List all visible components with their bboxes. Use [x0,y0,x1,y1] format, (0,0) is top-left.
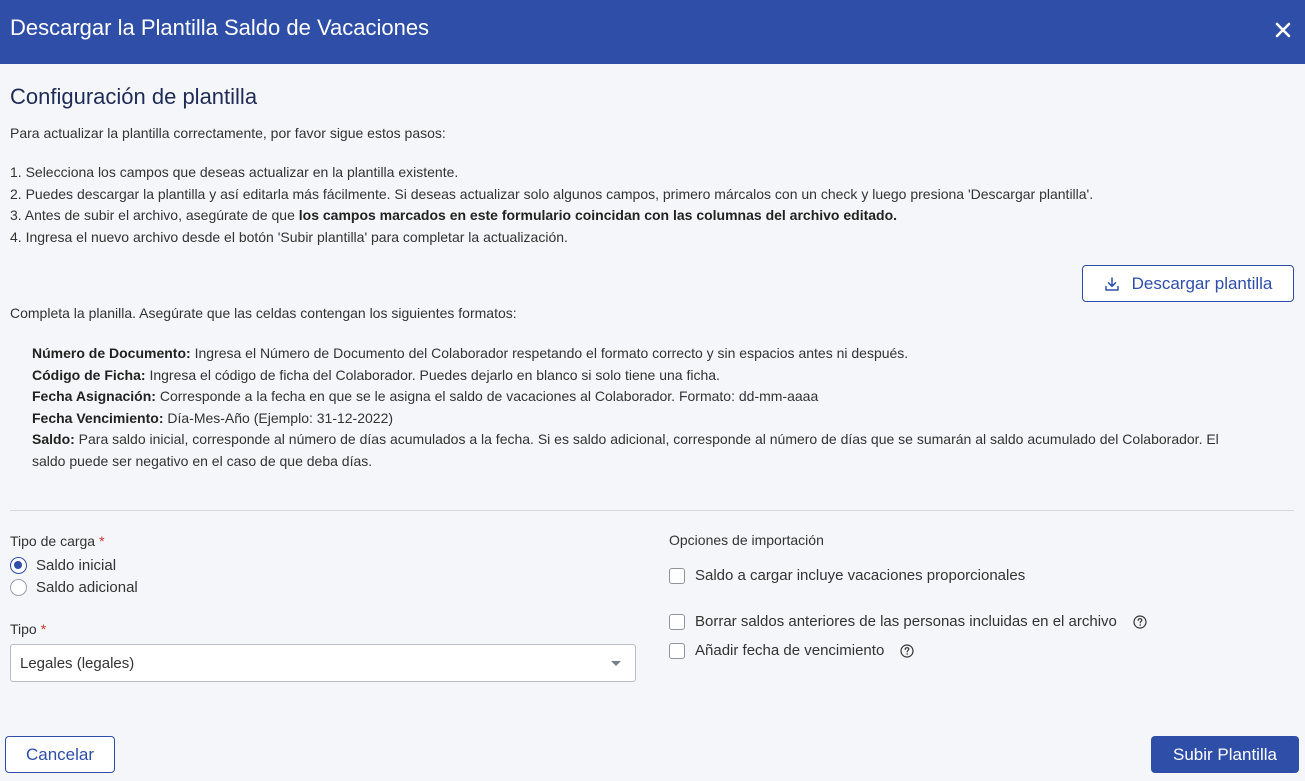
format-item: Fecha Vencimiento: Día-Mes-Año (Ejemplo: 31-12-2022) [32,409,394,426]
upload-template-button[interactable]: Subir Plantilla [1151,736,1299,773]
step-item: 2. Puedes descargar la plantilla y así editarla más fácilmente. Si deseas actualizar solo algunos campos, primero márcalos con un check y luego presiona 'Descargar plantilla'. [10,185,1094,202]
checkbox-label: Saldo a cargar incluye vacaciones proporcionales [695,567,1026,584]
steps-list [10,162,1270,249]
checkbox-box[interactable] [669,643,685,659]
format-item: Saldo: Para saldo inicial, corresponde al número de días acumulados a la fecha. Si es saldo adicional, corresponde al número de días que se sumarán al saldo acumulado del Colaborador. El saldo puede ser negativo en el caso de que deba días. [32,431,1219,469]
type-select-value: Legales (legales) [20,655,135,672]
formats-list [32,343,1232,472]
download-template-button[interactable] [1082,265,1294,302]
modal-header [0,0,1305,64]
checkbox-proportional-vacations[interactable] [669,567,1025,584]
radio-unchecked-icon[interactable] [10,579,27,596]
download-icon [1104,276,1120,292]
checkbox-box[interactable] [669,568,685,584]
required-mark: * [99,533,105,549]
radio-label: Saldo adicional [36,579,138,596]
radio-saldo-inicial[interactable] [10,557,116,574]
radio-saldo-adicional[interactable] [10,579,138,596]
formats-intro: Completa la planilla. Asegúrate que las celdas contengan los siguientes formatos: [10,305,517,321]
modal-title: Descargar la Plantilla Saldo de Vacaciones [10,15,430,40]
step-item: 4. Ingresa el nuevo archivo desde el botón 'Subir plantilla' para completar la actualización. [10,229,568,246]
format-item: Código de Ficha: Ingresa el código de ficha del Colaborador. Puedes dejarlo en blanco si solo tiene una ficha. [32,366,720,383]
modal-body [0,64,1305,781]
load-type-label: Tipo de carga * [10,533,105,549]
radio-checked-icon[interactable] [10,557,27,574]
checkbox-box[interactable] [669,614,685,630]
import-options-label: Opciones de importación [669,532,824,548]
format-item: Número de Documento: Ingresa el Número de Documento del Colaborador respetando el formato correcto y sin espacios antes ni después. [32,345,909,361]
checkbox-delete-previous-balances[interactable] [669,613,1147,630]
required-mark: * [40,621,47,637]
step-item: 1. Selecciona los campos que deseas actualizar en la plantilla existente. [10,164,459,180]
checkbox-label: Borrar saldos anteriores de las personas incluidas en el archivo [695,613,1117,630]
caret-down-icon [611,661,621,666]
checkbox-label: Añadir fecha de vencimiento [695,642,885,659]
cancel-button[interactable]: Cancelar [5,736,115,773]
help-icon[interactable] [1133,615,1147,629]
format-item: Fecha Asignación: Corresponde a la fecha en que se le asigna el saldo de vacaciones al Colaborador. Formato: dd-mm-aaaa [32,388,819,404]
step-item: 3. Antes de subir el archivo, asegúrate de que los campos marcados en este formulario coincidan con las columnas del archivo editado. [10,207,898,224]
radio-label: Saldo inicial [36,557,117,574]
section-title: Configuración de plantilla [10,84,258,109]
checkbox-add-expiration-date[interactable] [669,642,914,659]
type-select[interactable] [10,644,636,682]
help-icon[interactable] [900,644,914,658]
close-icon[interactable] [1272,19,1294,41]
section-divider [10,510,1294,511]
type-label: Tipo * [10,621,47,637]
step-emphasis: los campos marcados en este formulario coincidan con las columnas del archivo editado. [298,207,898,224]
instructions-intro: Para actualizar la plantilla correctamente, por favor sigue estos pasos: [10,125,446,141]
download-button-label: Descargar plantilla [1131,273,1273,293]
